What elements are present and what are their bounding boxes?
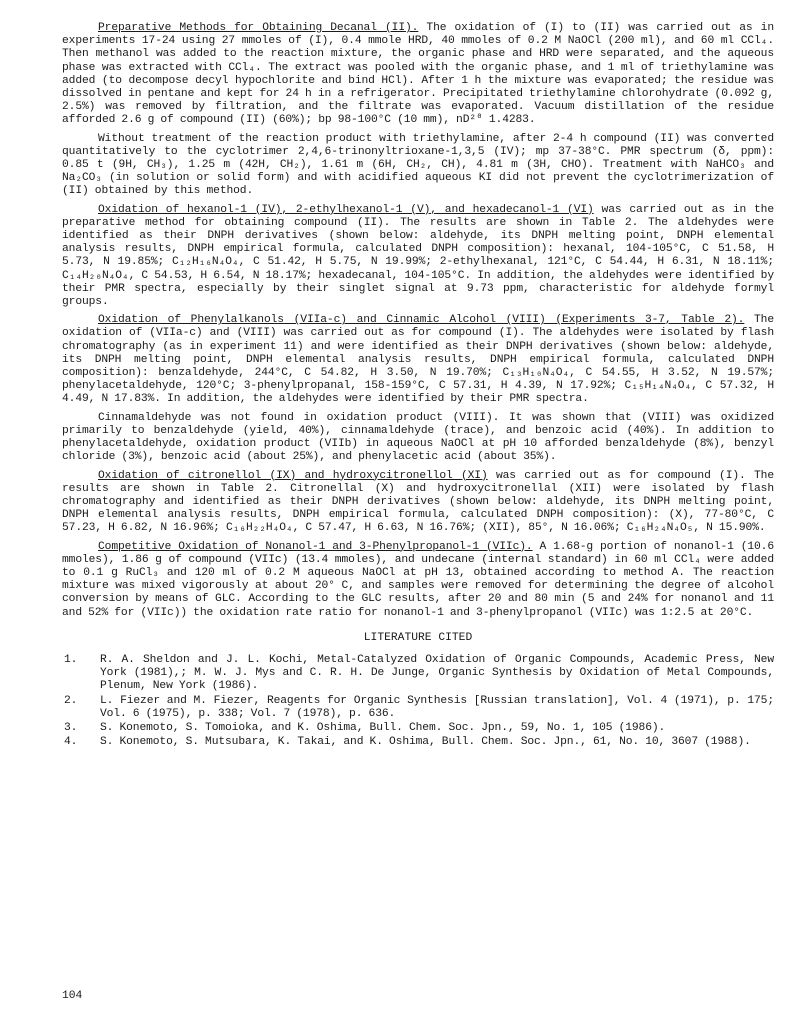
paragraph-competitive-oxidation <box>62 541 774 620</box>
paragraph-text: A 1.68-g portion of nonanol-1 (10.6 mmoles), 1.86 g of compound (VIIc) (13.4 mmoles), and undecane (internal standard) in 60 ml CCl₄ were added to 0.1 g RuCl₃ and 120 ml of 0.2 M aqueous NaOCl at pH 13, obtained according to method A. The reaction mixture was mixed vigorously at about 20° C, and samples were removed for determining the degree of alcohol conversion by means of GLC. According to the GLC results, after 20 and 80 min (5 and 24% for nonanol and 11 and 52% for (VIIc)) the oxidation rate ratio for nonanol-1 and 3-phenylpropanol (VIIc) was 1:2.5 at 20°C. <box>62 540 774 619</box>
paragraph-text: Cinnamaldehyde was not found in oxidation product (VIII). It was shown that (VIII) was oxidized primarily to benzaldehyde (yield, 40%), cinnamaldehyde (trace), and benzoic acid (40%). In addition to phenylacetaldehyde, oxidation product (VIIb) in aqueous NaOCl at pH 10 afforded benzaldehyde (8%), benzyl chloride (3%), benzoic acid (about 25%), and phenylacetic acid (about 35%). <box>62 411 774 464</box>
section-heading: Oxidation of Phenylalkanols (VIIa-c) and Cinnamic Alcohol (VIII) (Experiments 3-7, Table 2). <box>98 314 745 327</box>
reference-item <box>62 736 774 749</box>
paragraph-cyclotrimer <box>62 133 774 199</box>
reference-text: L. Fiezer and M. Fiezer, Reagents for Organic Synthesis [Russian translation], Vol. 4 (1971), p. 175; Vol. 6 (1975), p. 338; Vol. 7 (1978), p. 636. <box>100 694 774 720</box>
paragraph-hexanol-oxidation <box>62 204 774 310</box>
paragraph-phenylalkanols <box>62 314 774 406</box>
paragraph-cinnamaldehyde <box>62 412 774 465</box>
paragraph-text: was carried out as in the preparative method for obtaining compound (II). The results are shown in Table 2. The aldehydes were identified as their DNPH derivatives (shown below: aldehyde, its DNPH melting point, DNPH elemental analysis results, DNPH empirical formula, calculated DNPH composition): hexanal, 104-105°C, C 51.58, H 5.73, N 19.85%; C₁₂H₁₆N₄O₄, C 51.42, H 5.75, N 19.99%; 2-ethylhexanal, 121°C, C 54.44, H 6.31, N 18.11%; C₁₄H₂₀N₄O₄, C 54.53, H 6.54, N 18.17%; hexadecanal, 104-105°C. In addition, the aldehydes were identified by their PMR spectra, especially by their singlet signal at 9.73 ppm, characteristic for aldehyde formyl groups. <box>62 203 774 309</box>
section-heading: Competitive Oxidation of Nonanol-1 and 3-Phenylpropanol-1 (VIIc). <box>98 540 533 553</box>
reference-text: S. Konemoto, S. Tomoioka, and K. Oshima, Bull. Chem. Soc. Jpn., 59, No. 1, 105 (1986). <box>100 721 666 734</box>
page-number: 104 <box>62 990 83 1002</box>
reference-number: 4. <box>64 736 78 749</box>
reference-item <box>62 695 774 721</box>
literature-title: LITERATURE CITED <box>363 631 473 644</box>
paragraph-text: The oxidation of (I) to (II) was carried out as in experiments 17-24 using 27 mmoles of (I), 0.4 mmole HRD, 40 mmoles of 0.2 M NaOCl (200 ml), and 60 ml CCl₄. Then methanol was added to the reaction mixture, the organic phase and HRD were separated, and the aqueous phase was extracted with CCl₄. The extract was pooled with the organic phase, and 1 ml of triethylamine was added (to decompose decyl hypochlorite and bind HCl). After 1 h the mixture was evaporated; the residue was dissolved in pentane and kept for 24 h in a refrigerator. Precipitated triethylamine chlorohydrate (0.092 g, 2.5%) was removed by filtration, and the filtrate was evaporated. Vacuum distillation of the residue afforded 2.6 g of compound (II) (60%); bp 98-100°C (10 mm), nD²⁰ 1.4283. <box>62 22 774 127</box>
reference-item <box>62 654 774 694</box>
section-heading: Oxidation of hexanol-1 (IV), 2-ethylhexanol-1 (V), and hexadecanol-1 (VI) <box>98 203 594 216</box>
paragraph-citronellol <box>62 470 774 536</box>
document-page <box>62 22 774 750</box>
paragraph-text: The oxidation of (VIIa-c) and (VIII) was carried out as for compound (I). The aldehydes were isolated by flash chromatography (as in experiment 11) and were identified as their DNPH derivatives (shown below: aldehyde, its DNPH melting point, DNPH elemental analysis results, DNPH empirical formula, calculated DNPH composition): benzaldehyde, 244°C, C 54.82, H 3.50, N 19.70%; C₁₃H₁₀N₄O₄, C 54.55, H 3.52, N 19.57%; phenylacetaldehyde, 120°C; 3-phenylpropanal, 158-159°C, C 57.31, H 4.39, N 17.92%; C₁₅H₁₄N₄O₄, C 57.32, H 4.49, N 17.83%. In addition, the aldehydes were identified by their PMR spectra. <box>62 314 774 406</box>
reference-text: S. Konemoto, S. Mutsubara, K. Takai, and K. Oshima, Bull. Chem. Soc. Jpn., 61, No. 10, 3607 (1988). <box>100 736 751 749</box>
paragraph-text: Without treatment of the reaction product with triethylamine, after 2-4 h compound (II) was converted quantitatively to the cyclotrimer 2,4,6-trinonyltrioxane-1,3,5 (IV); mp 37-38°C. PMR spectrum (δ, ppm): 0.85 t (9H, CH₃), 1.25 m (42H, CH₂), 1.61 m (6H, CH₂, CH), 4.81 m (3H, CHO). Treatment with NaHCO₃ and Na₂CO₃ (in solution or solid form) and with acidified aqueous KI did not prevent the cyclotrimerization of (II) obtained by this method. <box>62 132 774 198</box>
paragraph-decanal-prep <box>62 22 774 128</box>
reference-text: R. A. Sheldon and J. L. Kochi, Metal-Catalyzed Oxidation of Organic Compounds, Academic Press, New York (1981),; M. W. J. Mys and C. R. H. De Junge, Organic Synthesis by Oxidation of Metal Compounds, Plenum, New York (1986). <box>100 653 774 693</box>
reference-item <box>62 722 774 735</box>
paragraph-text: was carried out as for compound (I). The results are shown in Table 2. Citronellal (X) and hydroxycitronellal (XII) were isolated by flash chromatography and identified as their DNPH derivatives (shown below: aldehyde, its DNPH melting point, DNPH elemental analysis results, DNPH empirical formula, calculated DNPH composition): (X), 77-80°C, C 57.23, H 6.82, N 16.96%; C₁₆H₂₂H₄O₄, C 57.47, H 6.63, N 16.76%; (XII), 85°, N 16.06%; C₁₆H₂₄N₄O₅, N 15.90%. <box>62 469 775 535</box>
section-heading: Oxidation of citronellol (IX) and hydroxycitronellol (XI) <box>98 469 488 482</box>
reference-number: 3. <box>64 721 78 734</box>
reference-number: 2. <box>64 694 78 707</box>
section-heading: Preparative Methods for Obtaining Decanal (II). <box>98 22 419 34</box>
reference-number: 1. <box>64 653 78 666</box>
